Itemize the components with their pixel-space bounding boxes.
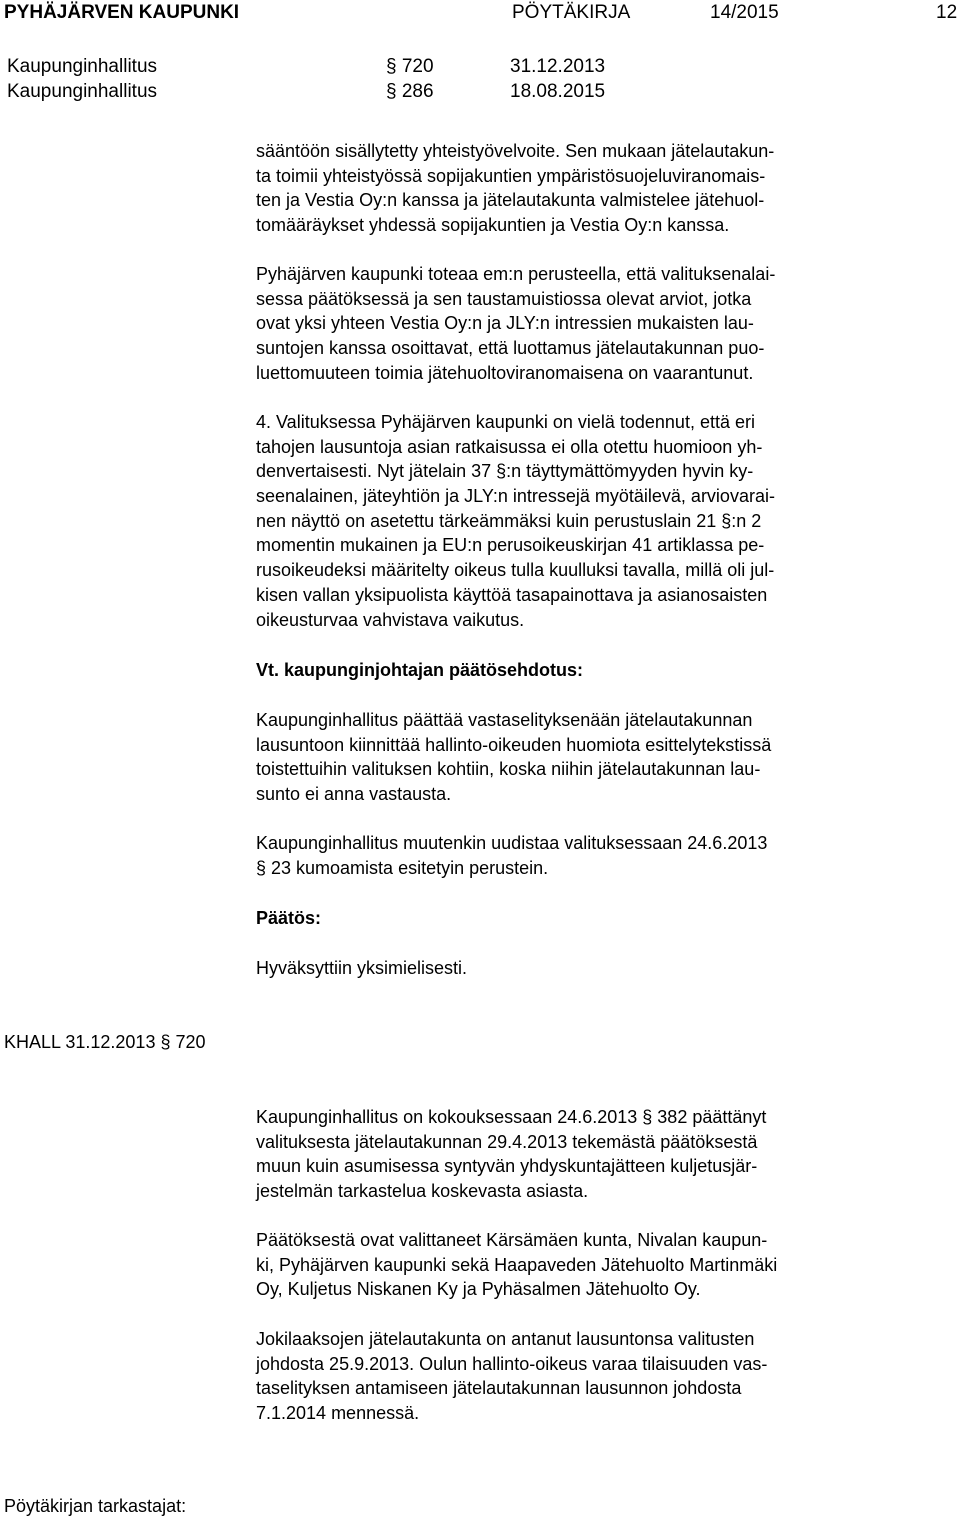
- text-line: sunto ei anna vastausta.: [256, 784, 452, 805]
- text-line: taselityksen antamiseen jätelautakunnan lausunnon johdosta: [256, 1378, 742, 1399]
- minutes-checkers-label: Pöytäkirjan tarkastajat:: [4, 1496, 187, 1516]
- text-line: Pyhäjärven kaupunki toteaa em:n perusteella, että valituksenalai-: [256, 264, 776, 284]
- paragraph-trust: [256, 262, 775, 385]
- decision-text: Hyväksyttiin yksimielisesti.: [256, 958, 468, 978]
- text-line: Jokilaaksojen jätelautakunta on antanut lausuntonsa valitusten: [256, 1329, 755, 1349]
- text-line: Oy, Kuljetus Niskanen Ky ja Pyhäsalmen Jätehuolto Oy.: [256, 1279, 701, 1300]
- proposal-heading: Vt. kaupunginjohtajan päätösehdotus:: [256, 660, 584, 680]
- text-line: oikeusturvaa vahvistava vaikutus.: [256, 609, 525, 630]
- organization-name: PYHÄJÄRVEN KAUPUNKI: [4, 2, 240, 23]
- text-line: ta toimii yhteistyössä sopijakuntien ympäristösuojeluviranomais-: [256, 165, 766, 186]
- text-line: ovat yksi yhteen Vestia Oy:n ja JLY:n intressien mukaisten lau-: [256, 313, 754, 334]
- decision-heading: Päätös:: [256, 908, 322, 928]
- text-line: Kaupunginhallitus muutenkin uudistaa valituksessaan 24.6.2013: [256, 833, 768, 853]
- text-line: toistettuihin valituksen kohtiin, koska niihin jätelautakunnan lau-: [256, 759, 761, 780]
- text-line: tahojen lausuntoja asian ratkaisussa ei olla otettu huomioon yh-: [256, 436, 763, 457]
- text-line: johdosta 25.9.2013. Oulun hallinto-oikeus varaa tilaisuuden vas-: [256, 1353, 768, 1374]
- paragraph-meeting: [256, 1105, 766, 1204]
- text-line: muun kuin asumisessa syntyvän yhdyskuntajätteen kuljetusjär-: [256, 1156, 758, 1177]
- text-line: lausuntoon kiinnittää hallinto-oikeuden huomiota esittelytekstissä: [256, 734, 772, 755]
- text-line: tomääräykset yhdessä sopijakuntien ja Vestia Oy:n kanssa.: [256, 215, 730, 236]
- text-line: suntojen kanssa osoittavat, että luottamus jätelautakunnan puo-: [256, 338, 765, 359]
- text-line: valituksesta jätelautakunnan 29.4.2013 tekemästä päätöksestä: [256, 1131, 758, 1152]
- text-line: luettomuuteen toimia jätehuoltoviranomaisena on vaarantunut.: [256, 362, 754, 383]
- document-type: PÖYTÄKIRJA: [512, 2, 631, 23]
- document-number: 14/2015: [710, 2, 779, 23]
- text-line: Kaupunginhallitus päättää vastaselityksenään jätelautakunnan: [256, 710, 753, 730]
- reference-section: § 286: [386, 81, 434, 102]
- text-line: 7.1.2014 mennessä.: [256, 1403, 420, 1424]
- reference-body: Kaupunginhallitus: [7, 56, 158, 77]
- reference-date: 31.12.2013: [510, 56, 606, 77]
- text-line: sessa päätöksessä ja sen taustamuistiossa olevat arviot, jotka: [256, 288, 752, 309]
- khall-reference: KHALL 31.12.2013 § 720: [4, 1032, 206, 1052]
- text-line: jestelmän tarkastelua koskevasta asiasta.: [256, 1181, 589, 1202]
- paragraph-point-4: [256, 410, 775, 632]
- text-line: 4. Valituksessa Pyhäjärven kaupunki on vielä todennut, että eri: [256, 412, 755, 432]
- text-line: sääntöön sisällytetty yhteistyövelvoite. Sen mukaan jätelautakun-: [256, 141, 775, 161]
- text-line: kisen vallan yksipuolista käyttöä tasapainottava ja asianosaisten: [256, 584, 768, 605]
- reference-date: 18.08.2015: [510, 81, 606, 102]
- reference-section: § 720: [386, 56, 434, 77]
- text-line: nen näyttö on asetettu tärkeämmäksi kuin perustuslain 21 §:n 2: [256, 510, 762, 531]
- text-line: Kaupunginhallitus on kokouksessaan 24.6.2013 § 382 päättänyt: [256, 1107, 767, 1127]
- paragraph-proposal: [256, 708, 771, 807]
- text-line: rusoikeudeksi määritelty oikeus tulla kuulluksi tavalla, millä oli jul-: [256, 560, 775, 581]
- paragraph-renewal: [256, 831, 767, 880]
- paragraph-cooperation: [256, 139, 774, 238]
- paragraph-appellants: [256, 1228, 777, 1302]
- text-line: § 23 kumoamista esitetyin perustein.: [256, 857, 549, 878]
- page-number: 12: [936, 2, 958, 23]
- paragraph-statement: [256, 1327, 767, 1426]
- text-line: denvertaisesti. Nyt jätelain 37 §:n täyttymättömyyden hyvin ky-: [256, 461, 754, 482]
- text-line: ki, Pyhäjärven kaupunki sekä Haapaveden Jätehuolto Martinmäki: [256, 1254, 778, 1275]
- text-line: ten ja Vestia Oy:n kanssa ja jätelautakunta valmistelee jätehuol-: [256, 190, 765, 211]
- text-line: Päätöksestä ovat valittaneet Kärsämäen kunta, Nivalan kaupun-: [256, 1230, 768, 1250]
- text-line: seenalainen, jäteyhtiön ja JLY:n intressejä myötäilevä, arviovarai-: [256, 486, 775, 507]
- reference-body: Kaupunginhallitus: [7, 81, 158, 102]
- text-line: momentin mukainen ja EU:n perusoikeuskirjan 41 artiklassa pe-: [256, 535, 765, 556]
